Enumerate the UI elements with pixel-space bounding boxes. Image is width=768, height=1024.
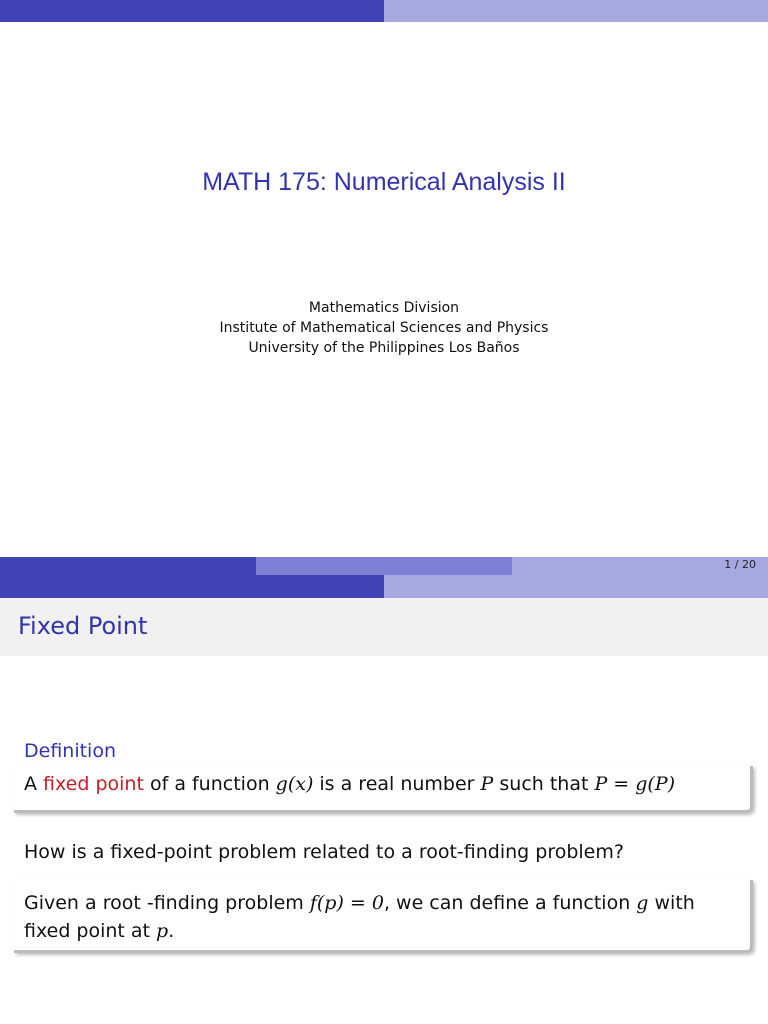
affiliation-block	[0, 298, 768, 358]
definition-text-part: A	[24, 773, 44, 795]
slide2-header-bar-left	[0, 575, 384, 598]
question-text: How is a fixed-point problem related to a root-finding problem?	[24, 841, 624, 863]
definition-block-title: Definition	[24, 740, 117, 762]
header-bar-left	[0, 0, 384, 22]
math-g: g	[636, 892, 649, 914]
fixed-point-term: fixed point	[43, 773, 144, 795]
answer-text-part: Given a root -finding problem	[24, 892, 310, 914]
header-bar-right	[384, 0, 768, 22]
math-fp: f(p) = 0	[309, 892, 384, 914]
affiliation-line: Mathematics Division	[308, 300, 460, 316]
math-P: P	[480, 773, 494, 795]
definition-text-part: is a real number	[313, 773, 481, 795]
definition-text-part: of a function	[143, 773, 276, 795]
slide2-header-bar-right	[384, 575, 768, 598]
footer-nav-section-1	[0, 557, 256, 575]
frame-title: Fixed Point	[18, 612, 148, 640]
presentation-title: MATH 175: Numerical Analysis II	[202, 168, 566, 196]
affiliation-line: Institute of Mathematical Sciences and Physics	[219, 320, 549, 336]
math-p: p	[156, 920, 169, 942]
answer-text-part: , we can define a function	[383, 892, 637, 914]
definition-text	[24, 773, 675, 795]
answer-text-part: with fixed point at	[24, 892, 695, 942]
definition-text-part: such that	[493, 773, 595, 795]
math-gx: g(x)	[275, 773, 314, 795]
answer-text-part: .	[168, 920, 175, 942]
page-number: 1 / 20	[724, 558, 756, 571]
footer-nav-section-2	[256, 557, 512, 575]
affiliation-line: University of the Philippines Los Baños	[248, 340, 520, 356]
math-equation: P = g(P)	[594, 773, 676, 795]
answer-text	[24, 889, 734, 945]
